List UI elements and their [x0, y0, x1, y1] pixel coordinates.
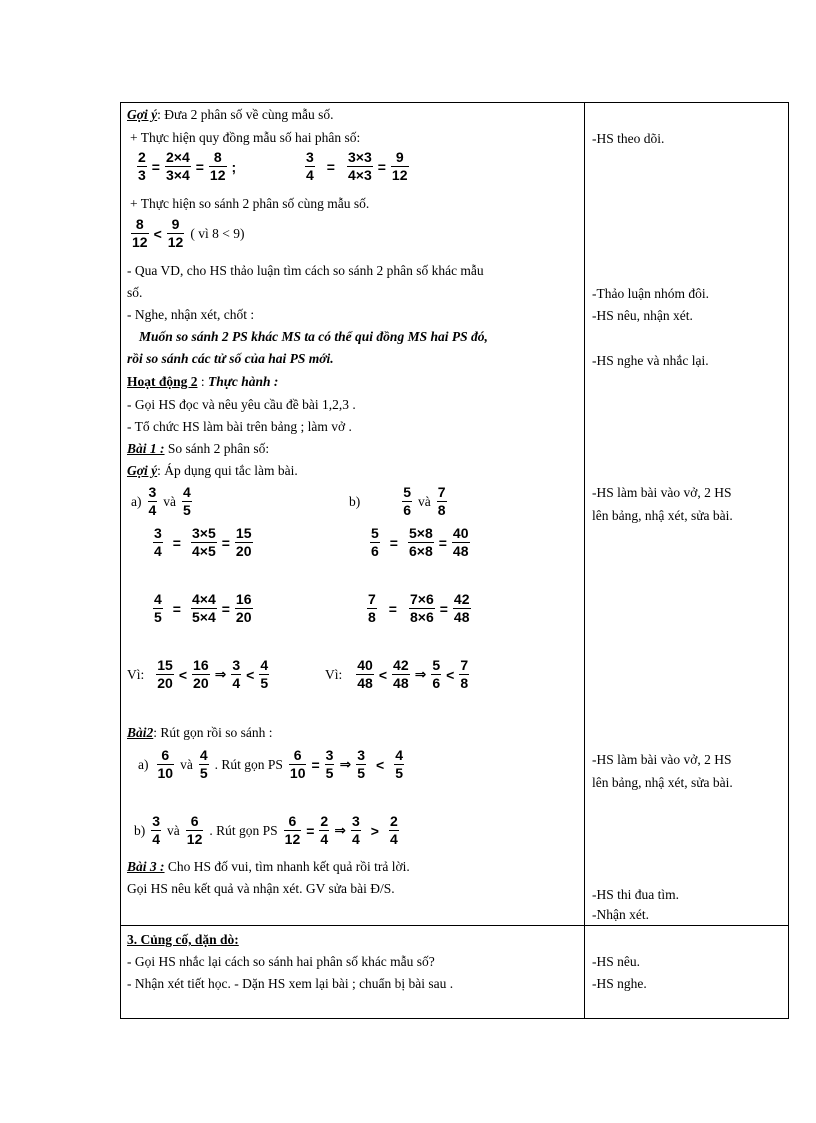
exercise-3-label: Bài 3 :: [127, 859, 165, 874]
fraction: $\frac{3}{5}$: [325, 747, 334, 781]
and-word: và: [418, 493, 431, 509]
equals: =: [221, 534, 230, 551]
fraction: 4 5: [260, 657, 269, 691]
equals: =: [311, 756, 320, 773]
hint-2-line: [127, 462, 298, 480]
equals: =: [172, 600, 181, 617]
ex1-a-question: [131, 484, 194, 519]
fraction: 2 4: [389, 813, 398, 847]
ex1-b-conclusion: [325, 657, 471, 692]
exercise-1-text: So sánh 2 phân số:: [167, 441, 270, 456]
fraction: 3 4: [232, 657, 241, 691]
less-than: <: [446, 666, 455, 683]
exercise-3-heading: [127, 858, 410, 876]
and-word: và: [163, 493, 177, 509]
exercise-2-heading: [127, 724, 273, 742]
student-activity-10: -HS nghe.: [592, 976, 647, 991]
hint-2-label: Gợi ý: [127, 463, 158, 478]
part-a-label: a): [131, 493, 142, 509]
exercise-1-label: Bài 1 :: [127, 441, 165, 456]
fraction: 4 5: [395, 747, 403, 781]
rule-line-2: rồi so sánh các tử số của hai PS mới.: [127, 351, 334, 366]
equals: =: [151, 158, 160, 175]
less-than: <: [378, 666, 388, 683]
hint-2-text: : Áp dụng qui tắc làm bài.: [157, 463, 298, 478]
ex1-a-conclusion: [127, 657, 271, 692]
less-than: <: [246, 666, 255, 683]
and-word: và: [167, 822, 180, 838]
fraction: $\frac{4\times 4}{5\times 4}$: [191, 591, 216, 625]
fraction: 6 12: [186, 813, 203, 847]
fraction: 7 8: [437, 484, 446, 518]
student-activity-8: -Nhận xét.: [592, 907, 649, 922]
fraction: $\frac{7\times 6}{8\times 6}$: [409, 591, 434, 625]
fraction: 3 4: [152, 813, 161, 847]
fraction: $\frac{2\times 4}{3\times 4}$: [165, 149, 190, 183]
activity-2-line-1: - Gọi HS đọc và nêu yêu cầu đề bài 1,2,3 .: [127, 397, 356, 412]
rule-line-1: Muốn so sánh 2 PS khác MS ta có thể qui đồng MS hai PS đó,: [139, 329, 488, 344]
ex1-b-step-1: [368, 525, 472, 560]
compare-8-9: [129, 216, 248, 251]
conclude-line: - Nghe, nhận xét, chốt :: [127, 307, 255, 322]
student-activity-6b: lên bảng, nhậ xét, sửa bài.: [592, 775, 733, 790]
and-word: và: [180, 756, 193, 772]
fraction: $\frac{2}{4}$: [320, 813, 329, 847]
activity-2-label: Hoạt động 2: [127, 374, 198, 389]
fraction: 8 12: [132, 216, 148, 250]
hint-text: : Đưa 2 phân số về cùng mẫu số.: [157, 107, 334, 122]
consolidation-heading: 3. Củng cố, dặn dò:: [127, 932, 239, 947]
part-b-label: b): [349, 493, 361, 509]
part-a-label: a): [138, 756, 149, 772]
equals: =: [172, 534, 181, 551]
fraction: 5 6: [432, 657, 441, 691]
discussion-line-1: - Qua VD, cho HS thảo luận tìm cách so sánh 2 phân số khác mẫu: [127, 263, 484, 278]
student-activity-9: -HS nêu.: [592, 954, 640, 969]
fraction: $\frac{9}{12}$: [391, 149, 408, 183]
simplify-label: . Rút gọn PS: [209, 822, 278, 838]
fraction: $\frac{3\times 5}{4\times 5}$: [191, 525, 216, 559]
fraction: $\frac{6}{10}$: [289, 747, 306, 781]
ex1-a-step-1: [151, 525, 255, 560]
fraction: $\frac{4}{5}$: [154, 591, 162, 625]
fraction: $\frac{8}{12}$: [209, 149, 226, 183]
fraction: $\frac{5}{6}$: [371, 525, 379, 559]
fraction: 15 20: [157, 657, 173, 691]
column-divider: [584, 102, 585, 1018]
row-divider: [120, 925, 788, 926]
fraction: 16 20: [193, 657, 209, 691]
fraction: $\frac{15}{20}$: [235, 525, 252, 559]
implies: ⇒: [214, 666, 227, 682]
ex2-a: [138, 747, 406, 782]
activity-2-line-2: - Tổ chức HS làm bài trên bảng ; làm vở .: [127, 419, 352, 434]
equals: =: [388, 600, 397, 617]
discussion-line-2: số.: [127, 285, 143, 300]
hint-label: Gợi ý: [127, 107, 158, 122]
equals: =: [326, 158, 335, 175]
part-b-label: b): [134, 822, 146, 838]
step-1: + Thực hiện quy đồng mẫu số hai phân số:: [130, 130, 361, 145]
less-than: <: [178, 666, 188, 683]
fraction: $\frac{16}{20}$: [235, 591, 252, 625]
fraction: $\frac{3}{4}$: [306, 149, 314, 183]
equals: =: [439, 600, 448, 617]
implies: ⇒: [334, 822, 346, 838]
consolidation-line-2: - Nhận xét tiết học. - Dặn HS xem lại bài ; chuẩn bị bài sau .: [127, 976, 454, 991]
ex2-b: [134, 813, 401, 848]
fraction: $\frac{5\times 8}{6\times 8}$: [408, 525, 433, 559]
consolidation-line-1: - Gọi HS nhắc lại cách so sánh hai phân số khác mẫu số?: [127, 954, 435, 969]
equals: =: [438, 534, 447, 551]
fraction: 6 10: [157, 747, 174, 781]
activity-2-title: Thực hành :: [208, 374, 279, 389]
less-than: <: [153, 225, 162, 242]
implies: ⇒: [414, 666, 427, 682]
activity-2-colon: :: [200, 374, 205, 389]
equals: =: [306, 822, 315, 839]
student-activity-5b: lên bảng, nhậ xét, sửa bài.: [592, 508, 733, 523]
implies: ⇒: [339, 756, 352, 772]
student-activity-4: -HS nghe và nhắc lại.: [592, 353, 709, 368]
student-activity-7: -HS thi đua tìm.: [592, 887, 679, 902]
fraction: 40 48: [357, 657, 373, 691]
fraction: 3 4: [351, 813, 360, 847]
fraction: 3 5: [357, 747, 365, 781]
fraction: $\frac{42}{48}$: [453, 591, 470, 625]
fraction: 9 12: [167, 216, 184, 250]
semicolon: ;: [231, 158, 237, 175]
fraction: 5 6: [403, 484, 412, 518]
because-note: ( vì 8 < 9): [190, 225, 245, 241]
equation-1: [135, 149, 239, 184]
fraction: $\frac{3\times 3}{4\times 3}$: [347, 149, 372, 183]
greater-than: >: [370, 822, 379, 839]
student-activity-6a: -HS làm bài vào vở, 2 HS: [592, 752, 732, 767]
exercise-3-text: Cho HS đố vui, tìm nhanh kết quả rồi trả lời.: [167, 859, 410, 874]
equals: =: [221, 600, 230, 617]
exercise-3-line-2: Gọi HS nêu kết quả và nhận xét. GV sửa bài Đ/S.: [127, 881, 395, 896]
fraction: 4 5: [199, 747, 208, 781]
fraction: $\frac{2}{3}$: [138, 149, 146, 183]
less-than: <: [376, 756, 385, 773]
hint-line: [127, 106, 334, 124]
equals: =: [389, 534, 398, 551]
fraction: 7 8: [460, 657, 469, 691]
ex1-b-step-2: [365, 591, 473, 626]
fraction: $\frac{7}{8}$: [368, 591, 376, 625]
equation-2: [303, 149, 411, 184]
simplify-label: . Rút gọn PS: [214, 756, 283, 772]
fraction: 4 5: [183, 484, 191, 518]
exercise-2-label: Bài2: [127, 725, 154, 740]
fraction: 3 4: [148, 484, 157, 518]
activity-2-heading: [127, 373, 278, 391]
fraction: $\frac{6}{12}$: [284, 813, 301, 847]
exercise-1-heading: [127, 440, 269, 458]
exercise-2-text: : Rút gọn rồi so sánh :: [153, 725, 273, 740]
fraction: 42 48: [393, 657, 409, 691]
student-activity-1: -HS theo dõi.: [592, 131, 665, 146]
equals: =: [195, 158, 204, 175]
ex1-a-step-2: [151, 591, 255, 626]
student-activity-2: -Thảo luận nhóm đôi.: [592, 286, 709, 301]
equals: =: [377, 158, 386, 175]
student-activity-3: -HS nêu, nhận xét.: [592, 308, 693, 323]
because-label: Vì:: [325, 666, 343, 682]
because-label: Vì:: [127, 666, 145, 682]
fraction: $\frac{3}{4}$: [154, 525, 162, 559]
ex1-b-question: [349, 484, 449, 519]
student-activity-5a: -HS làm bài vào vở, 2 HS: [592, 485, 732, 500]
step-2: + Thực hiện so sánh 2 phân số cùng mẫu số.: [130, 196, 370, 211]
fraction: $\frac{40}{48}$: [452, 525, 469, 559]
